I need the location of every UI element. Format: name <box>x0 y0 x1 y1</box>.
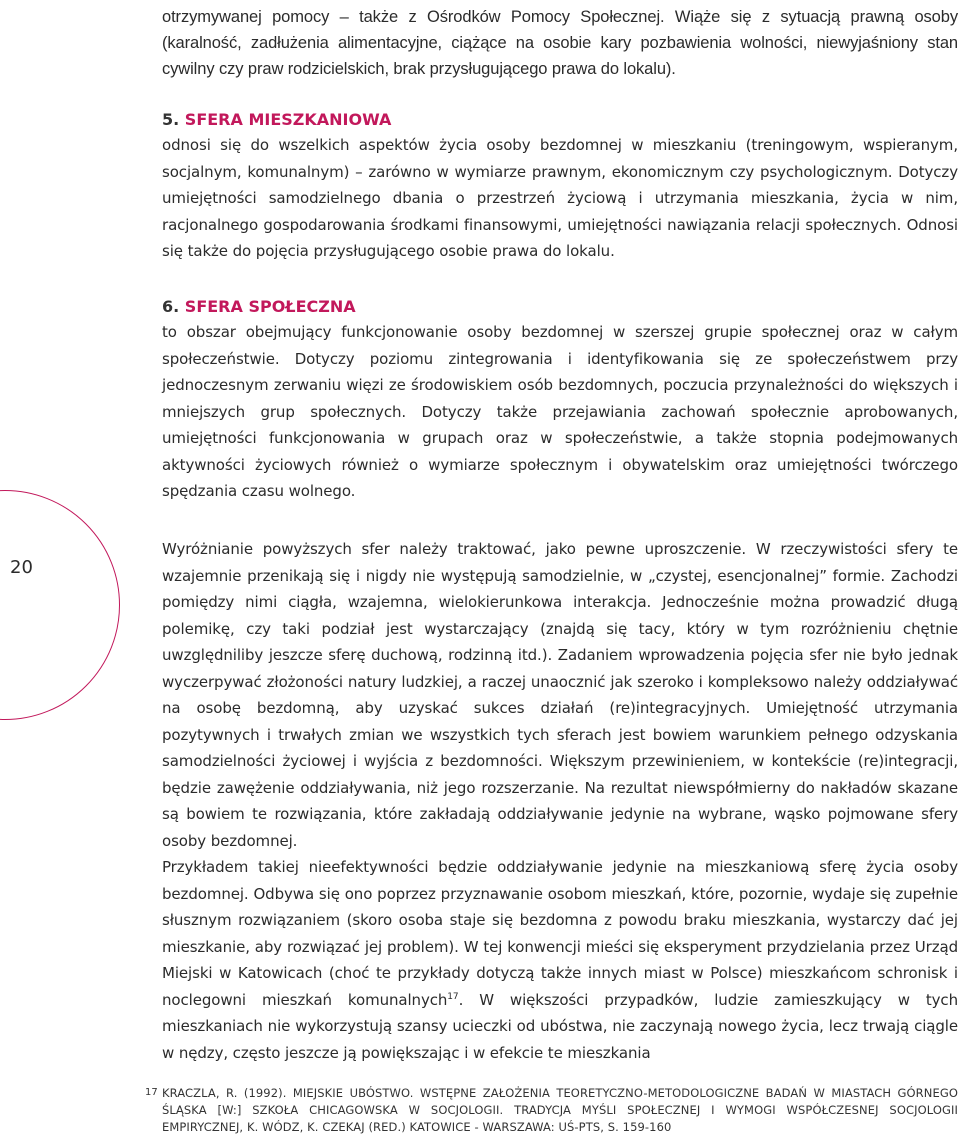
section-5-heading <box>162 108 958 132</box>
paragraph-b-end: . W większości przypadków, ludzie zamieszkujący w tych mieszkaniach nie wykorzystują szansy ucieczki od ubóstwa, nie zaczynają nowego życia, lecz trwają ciągle w nędzy, często jeszcze ją powiększając i w efekcie te mieszkania <box>162 990 958 1062</box>
section-5-title: SFERA MIESZKANIOWA <box>184 110 392 129</box>
intro-block <box>162 4 958 82</box>
paragraph-b-start: Przykładem takiej nieefektywności będzie oddziaływanie jedynie na mieszkaniową sferę życia osoby bezdomnej. Odbywa się ono poprzez przyznawanie osobom mieszkań, które, pozornie, wydaje się zupełnie słusznym rozwiązaniem (skoro osoba staje się bezdomna z powodu braku mieszkania, wystarczy dać jej mieszkanie, aby rozwiązać jej problem). W tej konwencji mieści się eksperyment przydzielania przez Urząd Miejski w Katowicach (choć te przykłady dotyczą także innych miast w Polsce) mieszkańcom schronisk i noclegowni mieszkań komunalnych <box>162 858 958 1009</box>
section-5-body: odnosi się do wszelkich aspektów życia osoby bezdomnej w mieszkaniu (treningowym, wspieranym, socjalnym, komunalnym) – zarówno w wymiarze prawnym, ekonomicznym czy psychologicznym. Dotyczy umiejętności samodzielnego dbania o przestrzeń życiową i utrzymania mieszkania, życia w nim, racjonalnego gospodarowania środkami finansowymi, umiejętności nawiązania relacji społecznych. Odnosi się także do pojęcia przysługującego osobie prawa do lokalu. <box>162 136 958 260</box>
page-number-arc <box>0 490 120 720</box>
section-6-title: SFERA SPOŁECZNA <box>184 297 356 316</box>
main-text <box>162 536 958 1066</box>
section-6 <box>162 295 958 505</box>
section-5-number: 5. <box>162 110 180 129</box>
section-6-body: to obszar obejmujący funkcjonowanie osoby bezdomnej w szerszej grupie społecznej oraz w całym społeczeństwie. Dotyczy poziomu zintegrowania i identyfikowania się ze społeczeństwem przy jednoczesnym zerwaniu więzi ze środowiskiem osób bezdomnych, poczucia przynależności do większych i mniejszych grup społecznych. Dotyczy także przejawiania zachowań społecznie aprobowanych, umiejętności funkcjonowania w grupach oraz w społeczeństwie, a także stopnia podejmowanych aktywności życiowych również o wymiarze społecznym i obywatelskim oraz umiejętności twórczego spędzania czasu wolnego. <box>162 323 958 500</box>
footnote-text: KRACZLA, R. (1992). MIEJSKIE UBÓSTWO. WSTĘPNE ZAŁOŻENIA TEORETYCZNO-METODOLOGICZNE BADAŃ W MIASTACH GÓRNEGO ŚLĄSKA [W:] SZKOŁA CHICAGOWSKA W SOCJOLOGII. TRADYCJA MYŚLI SPOŁECZNEJ I WYMOGI WSPÓŁCZESNEJ SOCJOLOGII EMPIRYCZNEJ, K. WÓDZ, K. CZEKAJ (RED.) KATOWICE - WARSZAWA: UŚ-PTS, S. 159-160 <box>162 1086 958 1134</box>
footnote-marker: 17 <box>145 1087 158 1098</box>
section-5 <box>162 108 958 265</box>
paragraph-b <box>162 854 958 1066</box>
paragraph-a: Wyróżnianie powyższych sfer należy traktować, jako pewne uproszczenie. W rzeczywistości sfery te wzajemnie przenikają się i nigdy nie występują samodzielnie, w „czystej, esencjonalnej” formie. Zachodzi pomiędzy nimi ciągła, wzajemna, wielokierunkowa interakcja. Jednocześnie można prowadzić długą polemikę, czy taki podział jest wystarczający (znajdą się tacy, który w tym rozróżnieniu chętnie uwzględniliby jeszcze sferę duchową, rodzinną itd.). Zadaniem wprowadzenia pojęcia sfer nie było jednak wyczerpywać złożoności natury ludzkiej, a raczej unaocznić jak szeroko i kompleksowo należy oddziaływać na osobę bezdomną, aby uzyskać sukces działań (re)integracyjnych. Umiejętność utrzymania pozytywnych i trwałych zmian we wszystkich tych sferach jest bowiem warunkiem pełnego odzyskania samodzielności życiowej i wyjścia z bezdomności. Większym przewinieniem, w kontekście (re)integracji, będzie zawężenie oddziaływania, niż jego rozszerzanie. Na rezultat niewspółmierny do nakładów skazane są bowiem te rozwiązania, które zakładają oddziaływanie jedynie na wybrane, wąsko pojmowane sfery osoby bezdomnej. <box>162 540 958 850</box>
page-number: 20 <box>10 557 33 578</box>
intro-paragraph: otrzymywanej pomocy – także z Ośrodków Pomocy Społecznej. Wiąże się z sytuacją prawną osoby (karalność, zadłużenia alimentacyjne, ciążące na osobie kary pozbawienia wolności, niewyjaśniony stan cywilny czy praw rodzicielskich, brak przysługującego prawa do lokalu). <box>162 8 958 78</box>
section-6-number: 6. <box>162 297 180 316</box>
section-6-heading <box>162 295 958 319</box>
footnote-reference: 17 <box>447 991 459 1002</box>
